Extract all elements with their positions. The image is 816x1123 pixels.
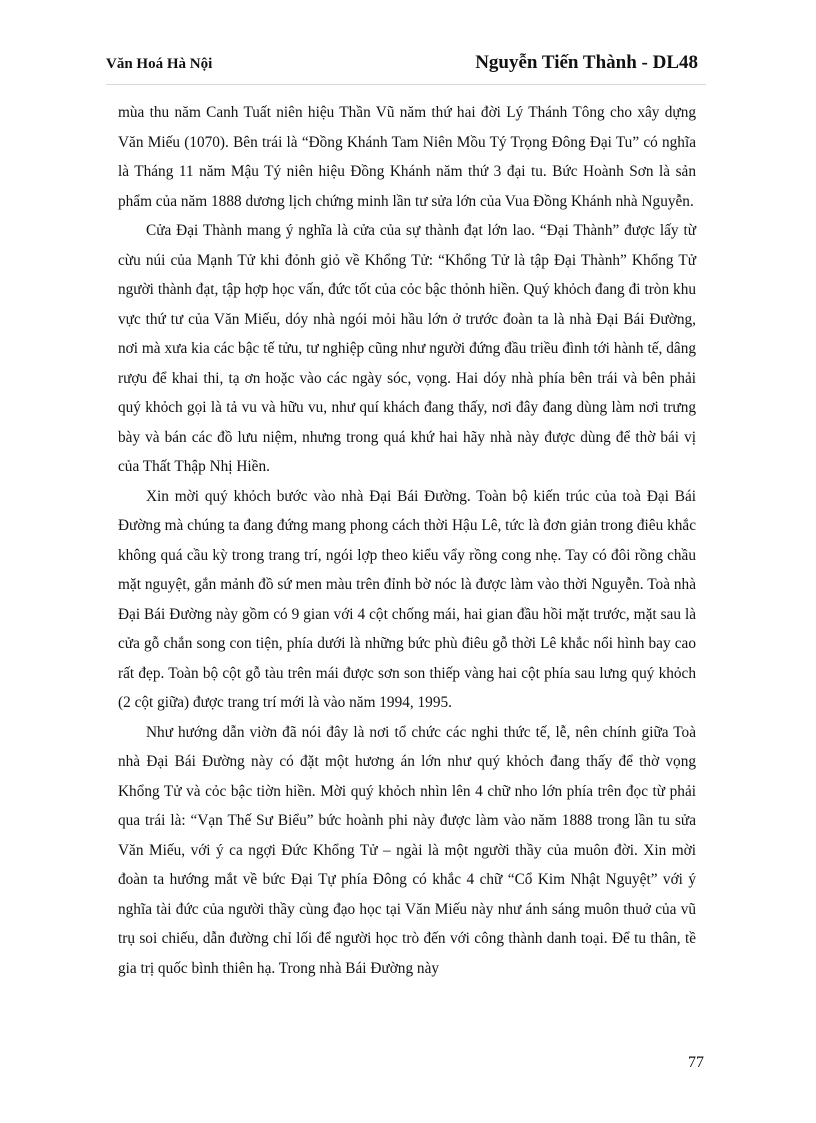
document-body [118,98,696,983]
page-number: 77 [688,1054,704,1071]
paragraph-3: Xin mời quý khỏch bước vào nhà Đại Bái Đường. Toàn bộ kiến trúc của toà Đại Bái Đường mà chúng ta đang đứng mang phong cách thời Hậu Lê, tức là đơn giản trong điêu khắc không quá cầu kỳ trong trang trí, ngói lợp theo kiểu vẩy rồng cong nhẹ. Tay có đôi rồng chầu mặt nguyệt, gắn mảnh đồ sứ men màu trên đỉnh bờ nóc là được làm vào thời Nguyễn. Toà nhà Đại Bái Đường này gồm có 9 gian với 4 cột chống mái, hai gian đầu hồi mặt trước, mặt sau là cửa gỗ chắn song con tiện, phía dưới là những bức phù điêu gỗ thời Lê khắc nổi hình bay cao rất đẹp. Toàn bộ cột gỗ tàu trên mái được sơn son thiếp vàng hai cột phía sau lưng quý khỏch (2 cột giữa) được trang trí mới là vào năm 1994, 1995. [118,487,696,711]
paragraph-4: Như hướng dẫn viờn đã nói đây là nơi tổ chức các nghi thức tế, lễ, nên chính giữa Toà nhà Đại Bái Đường này có đặt một hương án lớn như quý khỏch đang thấy để thờ vọng Khổng Tử và cỏc bậc tiờn hiền. Mời quý khỏch nhìn lên 4 chữ nho lớn phía trên đọc từ phải qua trái là: “Vạn Thế Sư Biểu” bức hoành phi này được làm vào năm 1888 trong lần tu sửa Văn Miếu, với ý ca ngợi Đức Khổng Tử – ngài là một người thầy của muôn đời. Xin mời đoàn ta hướng mắt về bức Đại Tự phía Đông có khắc 4 chữ “Cổ Kim Nhật Nguyệt” với ý nghĩa tài đức của người thầy cùng đạo học tại Văn Miếu này như ánh sáng muôn thuở của vũ trụ soi chiếu, dẫn đường chỉ lối để người học trò đến với công thành danh toại. Để tu thân, tề gia trị quốc bình thiên hạ. Trong nhà Bái Đường này [118,723,696,977]
paragraph-2: Cửa Đại Thành mang ý nghĩa là cửa của sự thành đạt lớn lao. “Đại Thành” được lấy từ cừu núi của Mạnh Tử khi đỏnh giỏ về Khổng Tử: “Khổng Tử là tập Đại Thành” Khổng Tử người thành đạt, tập hợp học vấn, đức tốt của cỏc bậc thỏnh hiền. Quý khỏch đang đi tròn khu vực thứ tư của Văn Miếu, dóy nhà ngói mỏi hầu lớn ở trước đoàn ta là nhà Đại Bái Đường, nơi mà xưa kia các bậc tế tửu, tư nghiệp cũng như người đứng đầu triều đình tới hành tế, dâng rượu để khai thi, tạ ơn hoặc vào các ngày sóc, vọng. Hai dóy nhà phía bên trái và bên phải quý khỏch gọi là tả vu và hữu vu, như quí khách đang thấy, nơi đây đang dùng làm nơi trưng bày và bán các đồ lưu niệm, nhưng trong quá khứ hai hãy nhà này được dùng để thờ bái vị của Thất Thập Nhị Hiền. [118,222,696,475]
header-right-author: Nguyễn Tiến Thành - DL48 [475,52,698,73]
header-left-title: Văn Hoá Hà Nội [106,56,213,72]
page-header [106,52,708,80]
header-divider [106,84,706,85]
paragraph-1: mùa thu năm Canh Tuất niên hiệu Thần Vũ năm thứ hai đời Lý Thánh Tông cho xây dựng Văn Miếu (1070). Bên trái là “Đồng Khánh Tam Niên Mồu Tý Trọng Đông Đại Tu” có nghĩa là Tháng 11 năm Mậu Tý niên hiệu Đồng Khánh năm thứ 3 đại tu. Bức Hoành Sơn là sản phẩm của năm 1888 dương lịch chứng minh lần tư sửa lớn của Vua Đồng Khánh nhà Nguyễn. [118,104,696,210]
